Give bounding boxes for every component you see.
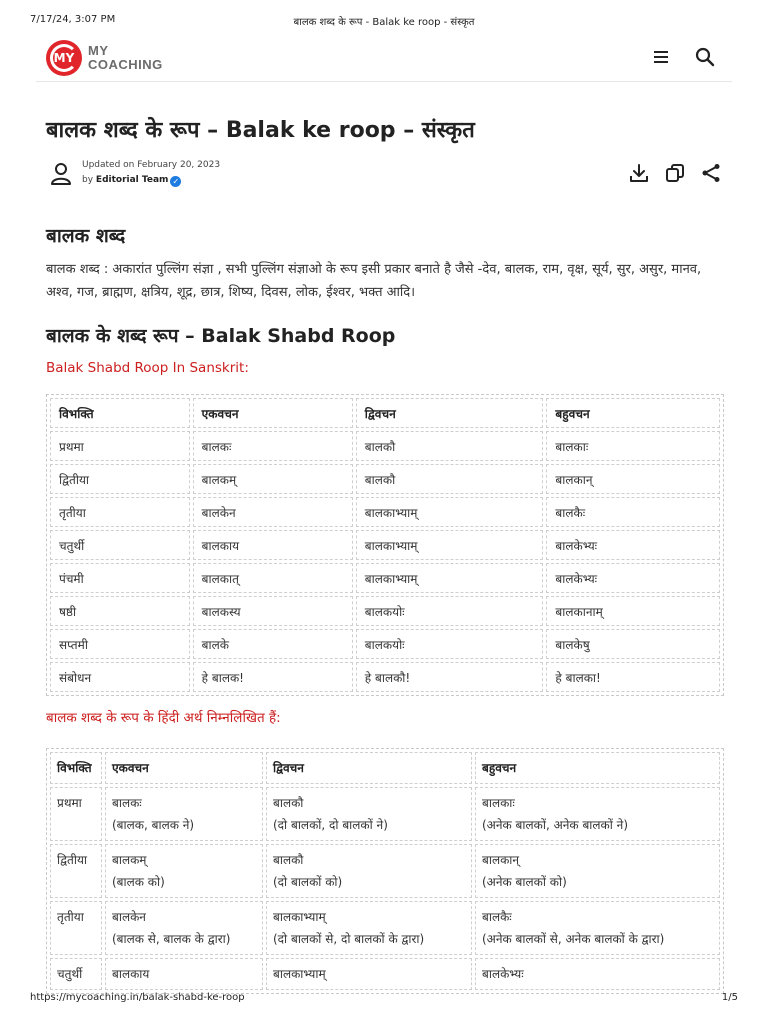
hindi-meaning: (बालक, बालक ने) (112, 818, 195, 832)
form-cell: बालकौ (356, 431, 544, 461)
form-cell: बालकानाम् (546, 596, 720, 626)
form-cell: हे बालकौ! (356, 662, 544, 692)
hindi-meaning-table (46, 748, 724, 994)
page-title: बालक शब्द के रूप – Balak ke roop – संस्कृत (46, 118, 475, 143)
author-name[interactable]: Editorial Team (95, 175, 169, 185)
search-icon[interactable] (694, 46, 716, 68)
logo-line2: COACHING (88, 57, 163, 72)
form-cell: बालकः (193, 431, 353, 461)
form-cell: बालकेन (193, 497, 353, 527)
form-meaning-cell (475, 958, 720, 990)
form-cell: बालकस्य (193, 596, 353, 626)
form-cell: बालकेभ्यः (546, 563, 720, 593)
form-cell: बालकाभ्याम् (356, 563, 544, 593)
form-cell: बालकम् (193, 464, 353, 494)
table-header-cell: विभक्ति (50, 398, 190, 428)
case-cell: पंचमी (50, 563, 190, 593)
form-cell: बालके (193, 629, 353, 659)
sanskrit-form: बालकौ (273, 853, 304, 867)
form-meaning-cell (266, 901, 472, 955)
print-datetime: 7/17/24, 3:07 PM (30, 14, 116, 25)
table-header-cell: एकवचन (193, 398, 353, 428)
print-page-number: 1/5 (721, 992, 738, 1003)
case-cell: तृतीया (50, 901, 102, 955)
sanskrit-form: बालकाय (112, 967, 150, 981)
form-cell: बालकात् (193, 563, 353, 593)
table-header-cell: बहुवचन (475, 752, 720, 784)
article-meta (46, 156, 722, 192)
table-row (50, 530, 720, 560)
print-header (30, 14, 738, 28)
form-cell: बालकान् (546, 464, 720, 494)
table-row (50, 901, 720, 955)
hindi-meaning: (अनेक बालकों को) (482, 875, 567, 889)
sanskrit-form: बालकान् (482, 853, 520, 867)
form-cell: बालकाभ्याम् (356, 530, 544, 560)
form-meaning-cell (105, 844, 263, 898)
print-footer (30, 992, 738, 1006)
sanskrit-form: बालकम् (112, 853, 147, 867)
form-meaning-cell (475, 787, 720, 841)
logo-line1: MY (88, 43, 109, 58)
table-header-cell: एकवचन (105, 752, 263, 784)
download-icon[interactable] (628, 162, 650, 184)
user-icon (50, 162, 72, 186)
case-cell: प्रथमा (50, 787, 102, 841)
case-cell: चतुर्थी (50, 530, 190, 560)
table-row (50, 787, 720, 841)
verified-icon: ✓ (170, 176, 181, 187)
print-url: https://mycoaching.in/balak-shabd-ke-roop (30, 992, 245, 1003)
hindi-meaning: (बालक से, बालक के द्वारा) (112, 932, 231, 946)
form-cell: हे बालक! (193, 662, 353, 692)
form-cell: बालकैः (546, 497, 720, 527)
case-cell: प्रथमा (50, 431, 190, 461)
hindi-meaning: (अनेक बालकों से, अनेक बालकों के द्वारा) (482, 932, 665, 946)
site-header (36, 34, 732, 82)
form-meaning-cell (266, 844, 472, 898)
form-meaning-cell (105, 787, 263, 841)
table-row (50, 596, 720, 626)
form-cell: बालकेषु (546, 629, 720, 659)
form-meaning-cell (266, 787, 472, 841)
hindi-meaning: (अनेक बालकों, अनेक बालकों ने) (482, 818, 629, 832)
form-cell: बालकाय (193, 530, 353, 560)
sanskrit-table-label: Balak Shabd Roop In Sanskrit: (46, 360, 249, 376)
section-heading-balak-shabd: बालक शब्द (46, 225, 126, 247)
hindi-meaning-label: बालक शब्द के रूप के हिंदी अर्थ निम्नलिखित हैं: (46, 710, 281, 726)
case-cell: तृतीया (50, 497, 190, 527)
form-meaning-cell (475, 844, 720, 898)
form-cell: बालकाभ्याम् (356, 497, 544, 527)
table-header-cell: बहुवचन (546, 398, 720, 428)
sanskrit-form: बालकौ (273, 796, 304, 810)
sanskrit-form: बालकाः (482, 796, 515, 810)
sanskrit-form: बालकैः (482, 910, 512, 924)
form-cell: बालकेभ्यः (546, 530, 720, 560)
case-cell: सप्तमी (50, 629, 190, 659)
case-cell: संबोधन (50, 662, 190, 692)
table-row (50, 464, 720, 494)
hindi-meaning: (दो बालकों से, दो बालकों के द्वारा) (273, 932, 425, 946)
by-label: by (82, 175, 94, 185)
hindi-meaning: (दो बालकों को) (273, 875, 343, 889)
table-row (50, 844, 720, 898)
form-meaning-cell (475, 901, 720, 955)
logo-mark: MY (46, 40, 82, 76)
form-cell: बालकौ (356, 464, 544, 494)
case-cell: द्वितीया (50, 464, 190, 494)
case-cell: षष्ठी (50, 596, 190, 626)
section-heading-shabd-roop: बालक के शब्द रूप – Balak Shabd Roop (46, 325, 396, 347)
sanskrit-form: बालकाभ्याम् (273, 967, 326, 981)
menu-icon[interactable] (650, 46, 672, 68)
intro-paragraph: बालक शब्द : अकारांत पुल्लिंग संज्ञा , सभी पुल्लिंग संज्ञाओ के रूप इसी प्रकार बनाते है जैसे -देव, बालक, राम, वृक्ष, सूर्य, सुर, असुर, मानव, अश्व, गज, ब्राह्मण, क्षत्रिय, शूद्र, छात्र, शिष्य, दिवस, लोक, ईश्वर, भक्त आदि। (46, 262, 702, 300)
form-cell: हे बालका! (546, 662, 720, 692)
hindi-meaning: (दो बालकों, दो बालकों ने) (273, 818, 388, 832)
table-header-row (50, 398, 720, 428)
table-row (50, 431, 720, 461)
hindi-meaning: (बालक को) (112, 875, 165, 889)
print-page-title: बालक शब्द के रूप - Balak ke roop - संस्कृत (293, 17, 475, 28)
table-header-cell: विभक्ति (50, 752, 102, 784)
case-cell: चतुर्थी (50, 958, 102, 990)
form-cell: बालकयोः (356, 596, 544, 626)
table-row (50, 497, 720, 527)
table-header-row (50, 752, 720, 784)
table-row (50, 563, 720, 593)
updated-date: Updated on February 20, 2023 (82, 160, 221, 170)
case-cell: द्वितीया (50, 844, 102, 898)
form-meaning-cell (105, 901, 263, 955)
table-header-cell: द्विवचन (356, 398, 544, 428)
sanskrit-form: बालकेभ्यः (482, 967, 524, 981)
table-row (50, 958, 720, 990)
table-row (50, 629, 720, 659)
sanskrit-form: बालकाभ्याम् (273, 910, 326, 924)
form-cell: बालकयोः (356, 629, 544, 659)
sanskrit-form: बालकेन (112, 910, 146, 924)
form-meaning-cell (105, 958, 263, 990)
share-icon[interactable] (700, 162, 722, 184)
copy-icon[interactable] (664, 162, 686, 184)
sanskrit-forms-table (46, 394, 724, 696)
table-header-cell: द्विवचन (266, 752, 472, 784)
form-cell: बालकाः (546, 431, 720, 461)
sanskrit-form: बालकः (112, 796, 142, 810)
logo-text (88, 44, 163, 72)
form-meaning-cell (266, 958, 472, 990)
table-row (50, 662, 720, 692)
site-logo[interactable] (46, 40, 163, 76)
